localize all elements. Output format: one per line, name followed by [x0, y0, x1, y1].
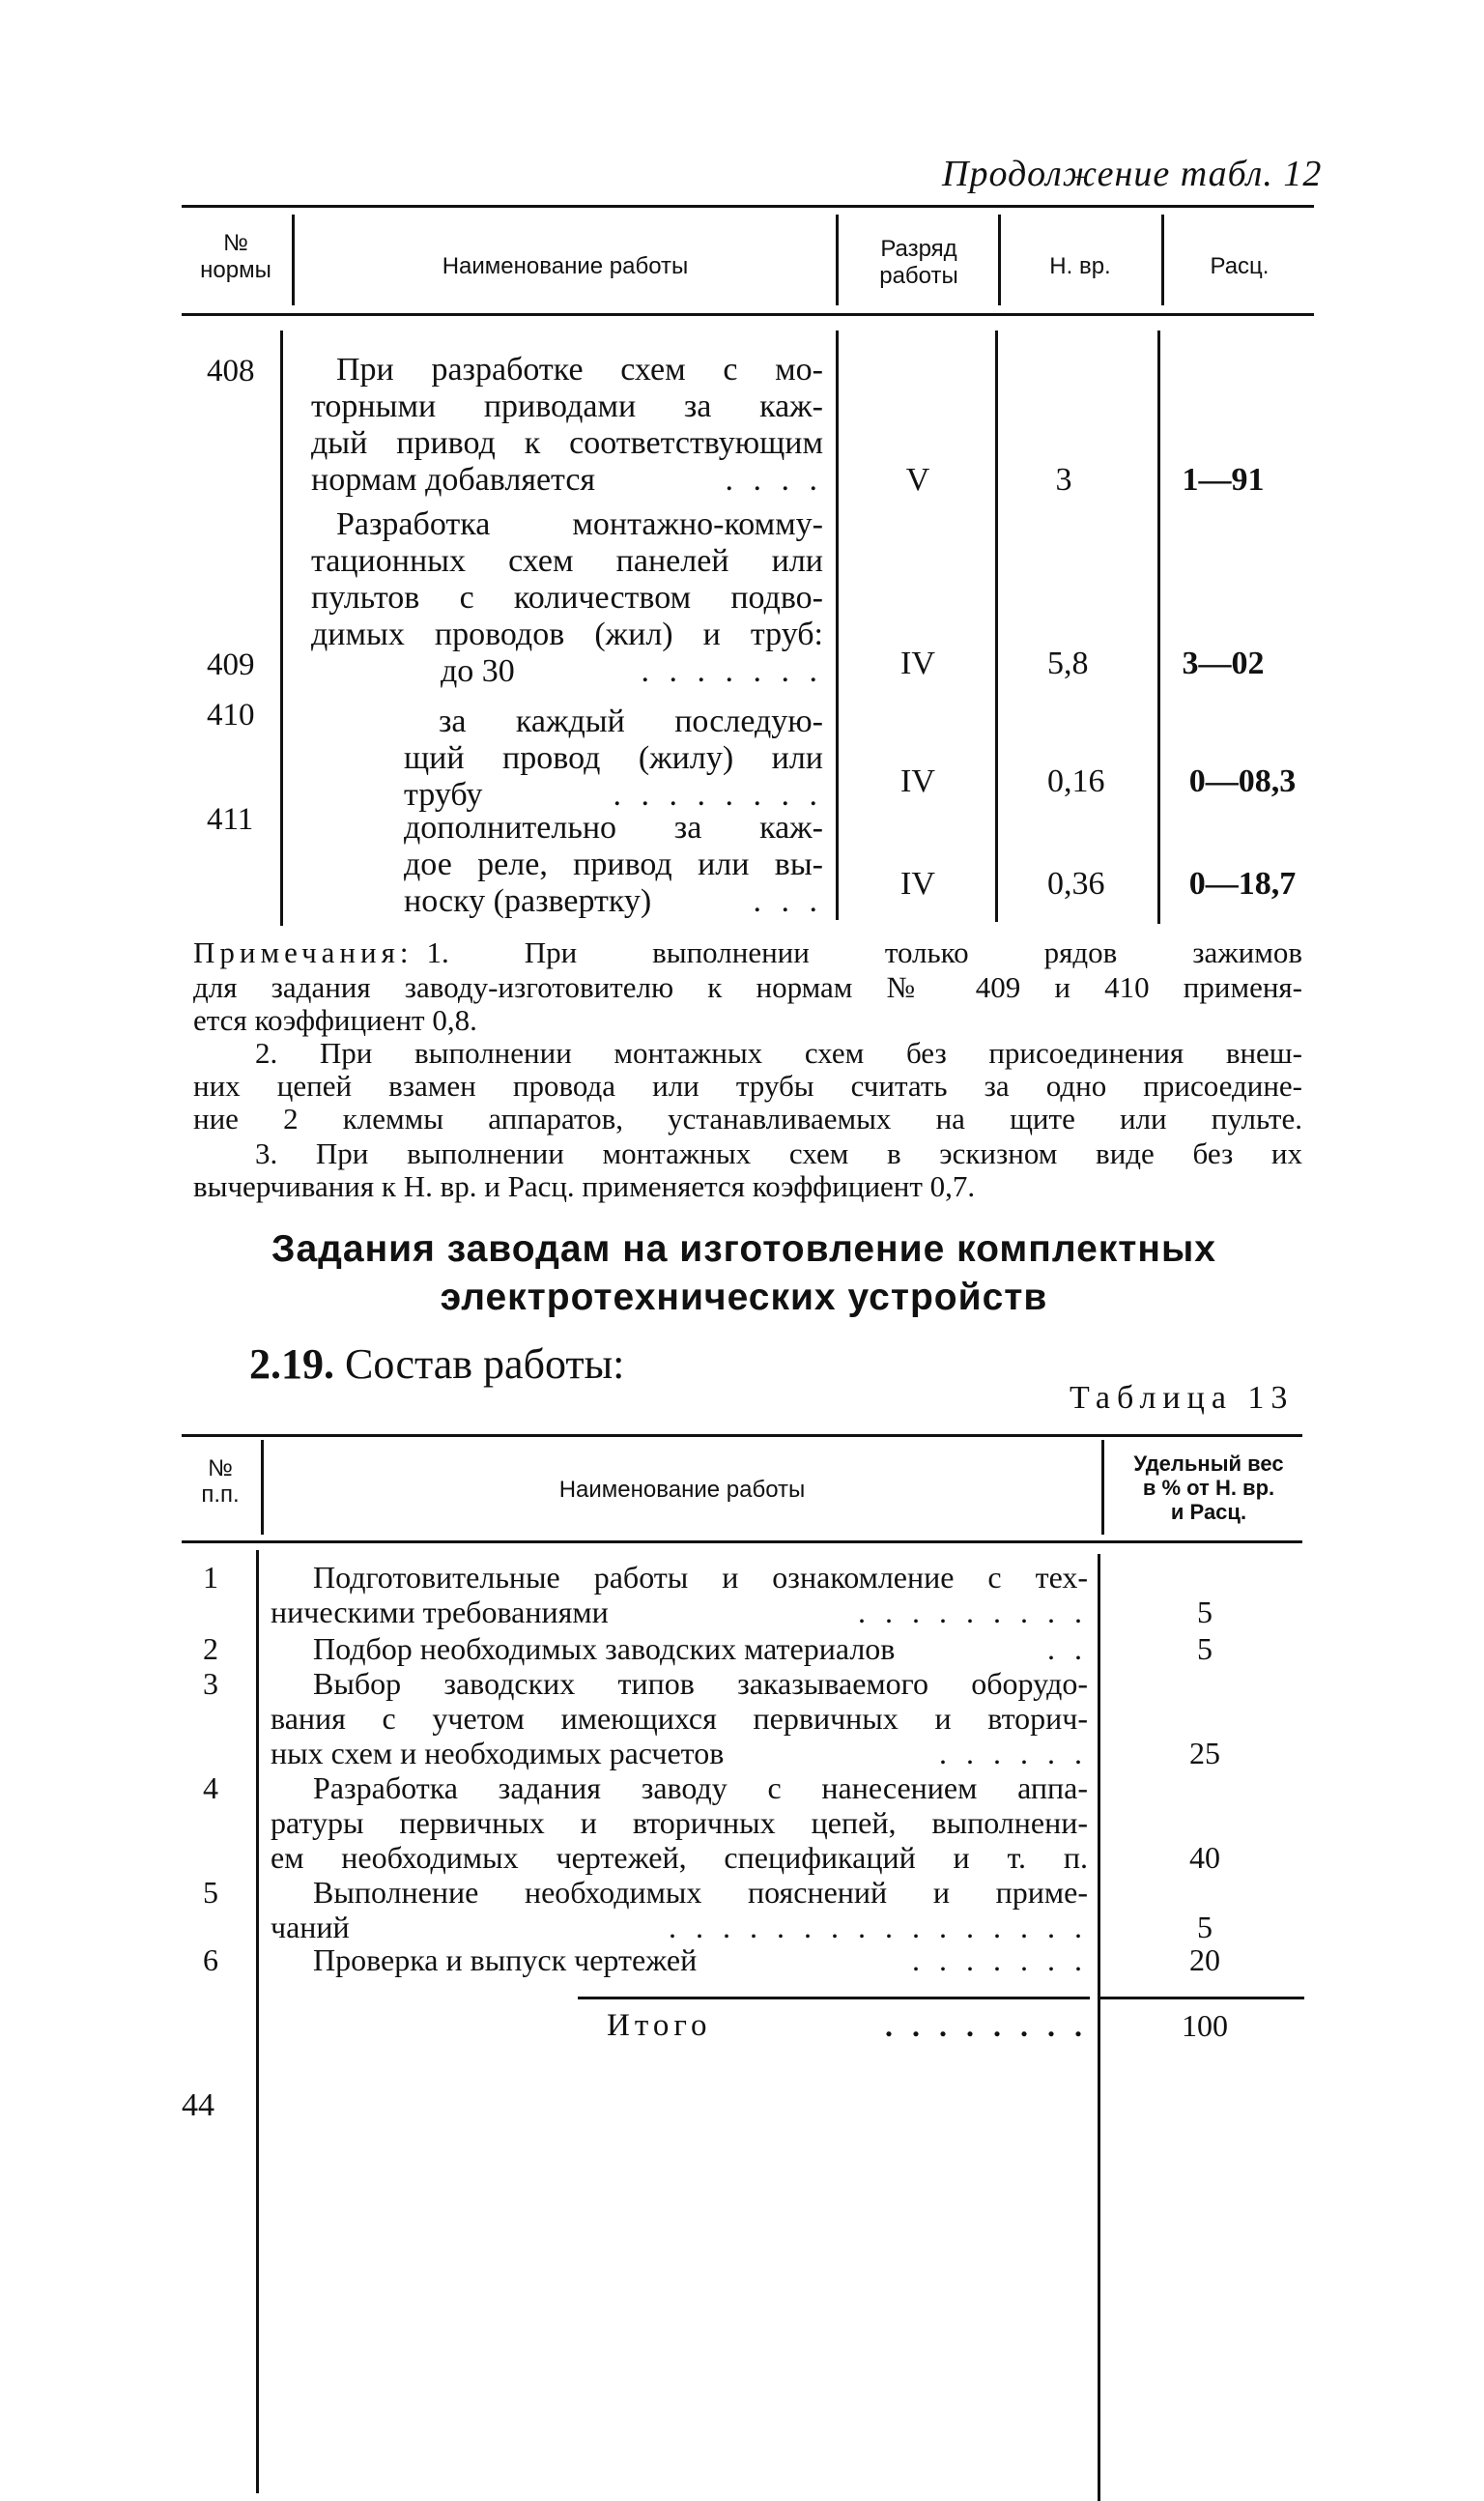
- grade-value: IV: [900, 646, 935, 681]
- text-line: тационных схем панелей или: [311, 543, 823, 579]
- text-fragment: Проверка и выпуск чертежей: [313, 1942, 698, 1977]
- time-value: 0,16: [1047, 763, 1105, 799]
- header-time: Н. вр.: [1049, 253, 1111, 279]
- header-work-name: Наименование работы: [558, 1477, 806, 1503]
- running-head: Продолжение табл. 12: [942, 154, 1323, 194]
- text-line: за каждый последую-: [439, 704, 823, 739]
- text-fragment: Подбор необходимых заводских материалов: [313, 1631, 896, 1666]
- rate-value: 0—08,3: [1188, 763, 1297, 799]
- text-line: дое реле, привод или вы-: [404, 847, 823, 882]
- leader-dots: . . . . . . . .: [613, 777, 823, 813]
- leader-dots: . . . . . . . .: [885, 2008, 1088, 2043]
- work-description: [404, 704, 823, 814]
- column-divider: [836, 331, 839, 920]
- work-description: [311, 506, 823, 690]
- total-row: [607, 2008, 1088, 2043]
- text-line: дополнительно за каж-: [404, 810, 823, 846]
- leader-dots: . . . .: [725, 462, 823, 498]
- work-description: [311, 352, 823, 499]
- grade-value: V: [905, 462, 930, 498]
- text-line: торными приводами за каж-: [311, 388, 823, 424]
- header-text: и Расц.: [1170, 1500, 1247, 1524]
- rate-value: 1—91: [1182, 462, 1265, 498]
- text-line: Выбор заводских типов заказываемого оборудо-: [313, 1666, 1088, 1701]
- note-text: 1. При выполнении только рядов зажимов: [426, 935, 1302, 969]
- total-value: 100: [1182, 2008, 1228, 2043]
- row-number: 6: [203, 1942, 218, 1977]
- leader-dots: . . . . . . .: [912, 1942, 1088, 1977]
- header-rate: Расц.: [1210, 253, 1270, 279]
- header-text: №: [223, 230, 248, 256]
- column-divider: [836, 215, 839, 305]
- note-line: для задания заводу-изготовителю к нормам № 409 и 410 применя-: [193, 970, 1302, 1004]
- total-rule: [578, 1997, 1090, 1999]
- table-rule: [182, 1540, 1302, 1543]
- share-value: 5: [1197, 1631, 1213, 1666]
- text-line: щий провод (жилу) или: [404, 740, 823, 776]
- column-divider: [1161, 215, 1164, 305]
- header-text: работы: [879, 263, 958, 289]
- time-value: 3: [1055, 462, 1072, 498]
- leader-dots: . . . . . . .: [641, 653, 823, 689]
- subsection-text: Состав работы:: [345, 1340, 625, 1388]
- text-line: Разработка задания заводу с нанесением аппа-: [313, 1770, 1088, 1805]
- table-caption: Таблица 13: [1070, 1380, 1295, 1416]
- share-value: 40: [1189, 1840, 1220, 1875]
- time-value: 5,8: [1047, 646, 1089, 681]
- table-rule: [182, 1434, 1302, 1437]
- text-line: При разработке схем с мо-: [336, 352, 823, 388]
- column-divider: [1098, 1554, 1100, 2501]
- column-divider: [280, 331, 283, 926]
- text-fragment: до 30: [441, 653, 515, 689]
- header-text: Разряд: [880, 236, 957, 262]
- time-value: 0,36: [1047, 866, 1105, 902]
- leader-dots: . .: [1047, 1631, 1088, 1666]
- note-line: 3. При выполнении монтажных схем в эскизном виде без их: [255, 1136, 1302, 1170]
- text-line: ем необходимых чертежей, спецификаций и т. п.: [271, 1840, 1088, 1875]
- text-line: [271, 1910, 1088, 1944]
- row-number: 2: [203, 1631, 218, 1666]
- header-grade: [841, 236, 997, 290]
- header-norm-no: [182, 230, 290, 284]
- work-description: [313, 1631, 1088, 1666]
- rate-value: 3—02: [1182, 646, 1265, 681]
- work-description: [404, 810, 823, 920]
- grade-value: IV: [900, 866, 935, 902]
- leader-dots: . . . . . . . . .: [858, 1595, 1088, 1629]
- leader-dots: . . .: [753, 883, 823, 919]
- heading-line: электротехнических устройств: [440, 1277, 1048, 1318]
- text-line: Выполнение необходимых пояснений и приме-: [313, 1875, 1088, 1910]
- note-line: 2. При выполнении монтажных схем без присоединения внеш-: [255, 1036, 1302, 1070]
- row-number: 5: [203, 1875, 218, 1910]
- row-number: 3: [203, 1666, 218, 1701]
- table-rule: [182, 205, 1314, 208]
- text-fragment: чаний: [271, 1910, 350, 1944]
- column-divider: [995, 331, 998, 922]
- column-divider: [261, 1440, 264, 1535]
- note-line: ется коэффициент 0,8.: [193, 1003, 477, 1037]
- column-divider: [292, 215, 295, 305]
- leader-dots: . . . . . .: [939, 1736, 1088, 1770]
- column-divider: [256, 1550, 259, 2493]
- share-value: 5: [1197, 1595, 1213, 1629]
- work-description: [271, 1560, 1088, 1629]
- note-line: них цепей взамен провода или трубы считать за одно присоедине-: [193, 1069, 1302, 1103]
- text-fragment: нормам добавляется: [311, 462, 596, 498]
- work-description: [271, 1875, 1088, 1944]
- note-line: вычерчивания к Н. вр. и Расц. применяется коэффициент 0,7.: [193, 1169, 976, 1203]
- header-text: п.п.: [201, 1481, 240, 1508]
- text-line: ратуры первичных и вторичных цепей, выполнени-: [271, 1805, 1088, 1840]
- note-line: [193, 935, 1302, 970]
- row-number: 1: [203, 1560, 218, 1595]
- heading-line: Задания заводам на изготовление комплектных: [271, 1228, 1216, 1270]
- text-line: димых проводов (жил) и труб:: [311, 617, 823, 652]
- page-number: 44: [182, 2087, 214, 2123]
- text-line: пультов с количеством подво-: [311, 580, 823, 616]
- norm-number: 409: [207, 647, 255, 682]
- column-divider: [1101, 1440, 1104, 1535]
- share-value: 20: [1189, 1942, 1220, 1977]
- norm-number: 410: [207, 698, 255, 733]
- header-text: №: [208, 1455, 233, 1481]
- note-line: ние 2 клеммы аппаратов, устанавливаемых на щите или пульте.: [193, 1102, 1302, 1136]
- text-fragment: носку (развертку): [404, 883, 652, 919]
- text-line: [311, 653, 823, 690]
- text-line: [311, 462, 823, 499]
- text-line: [271, 1736, 1088, 1770]
- grade-value: IV: [900, 763, 935, 799]
- header-share: [1107, 1452, 1310, 1524]
- text-line: Разработка монтажно-комму-: [336, 506, 823, 542]
- text-fragment: трубу: [404, 777, 483, 813]
- share-value: 25: [1189, 1736, 1220, 1770]
- work-description: [313, 1942, 1088, 1977]
- norm-number: 411: [207, 802, 254, 837]
- share-value: 5: [1197, 1910, 1213, 1944]
- text-fragment: ных схем и необходимых расчетов: [271, 1736, 725, 1770]
- norm-number: 408: [207, 354, 255, 388]
- subsection-number: 2.19.: [249, 1340, 334, 1388]
- total-label: Итого: [607, 2008, 712, 2043]
- leader-dots: . . . . . . . . . . . . . . . .: [669, 1910, 1088, 1944]
- text-line: вания с учетом имеющихся первичных и вторич-: [271, 1701, 1088, 1736]
- text-fragment: ническими требованиями: [271, 1595, 609, 1629]
- text-line: дый привод к соответствующим: [311, 425, 823, 461]
- table-rule: [182, 313, 1314, 316]
- section-heading: [193, 1225, 1295, 1322]
- rate-value: 0—18,7: [1188, 866, 1297, 902]
- text-line: Подготовительные работы и ознакомление с тех-: [313, 1560, 1088, 1595]
- notes-label: Примечания:: [193, 935, 414, 969]
- column-divider: [1157, 331, 1160, 924]
- work-description: [271, 1770, 1088, 1875]
- text-line: [271, 1595, 1088, 1629]
- text-line: [404, 883, 823, 920]
- text-line: [404, 777, 823, 814]
- header-row-no: [182, 1455, 259, 1508]
- header-text: нормы: [200, 257, 271, 283]
- work-description: [271, 1666, 1088, 1770]
- header-text: в % от Н. вр.: [1142, 1476, 1275, 1500]
- row-number: 4: [203, 1770, 218, 1805]
- total-rule: [1099, 1997, 1304, 1999]
- subsection-title: [249, 1339, 624, 1389]
- header-text: Удельный вес: [1133, 1452, 1284, 1476]
- header-work-name: Наименование работы: [442, 253, 689, 279]
